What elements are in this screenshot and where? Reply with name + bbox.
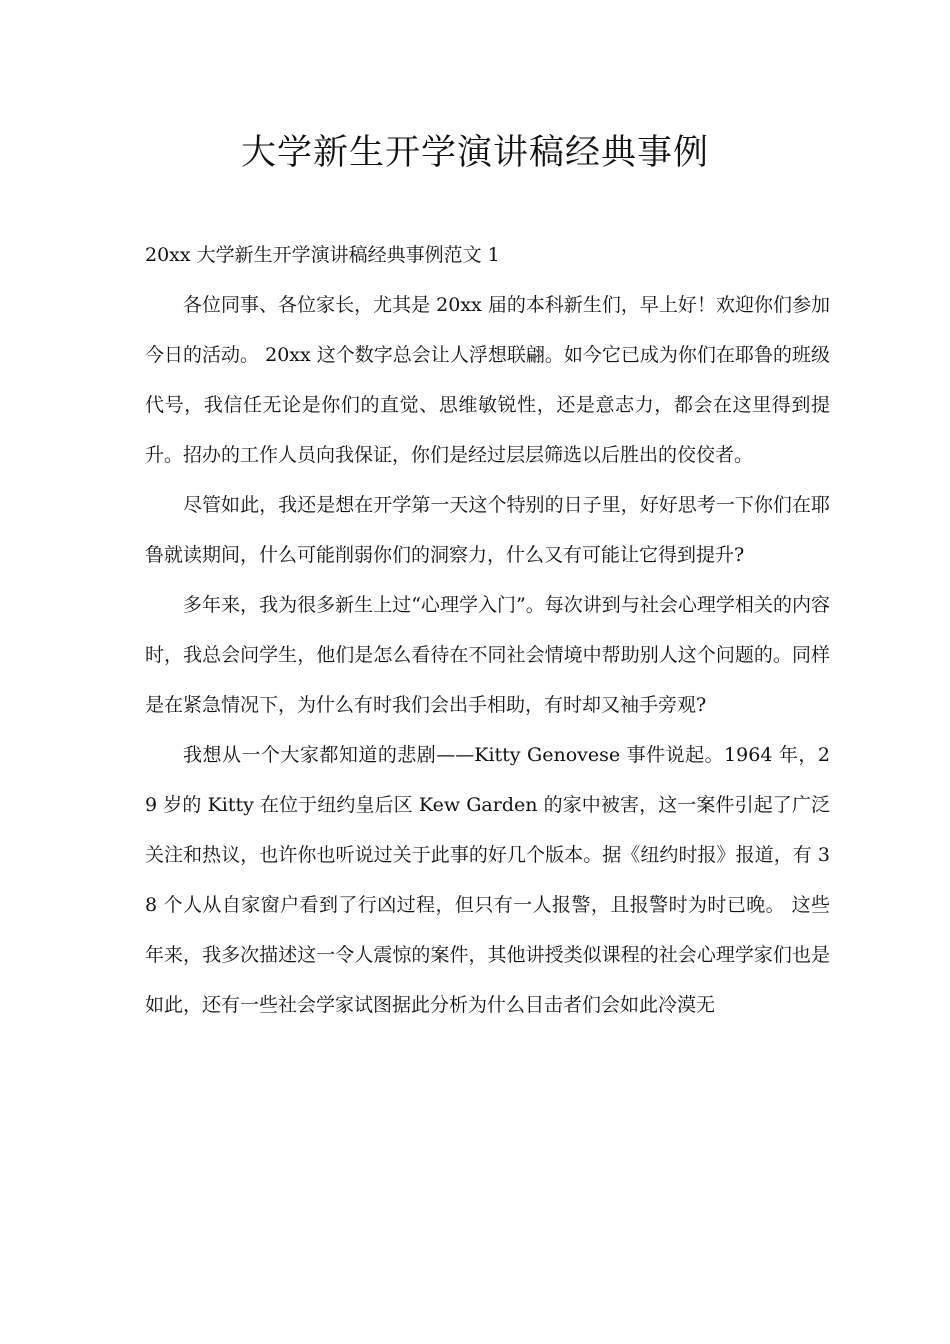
paragraph-2: 尽管如此，我还是想在开学第一天这个特别的日子里，好好思考一下你们在耶鲁就读期间，什么可能削弱你们的洞察力，什么又有可能让它得到提升?: [145, 494, 830, 566]
paragraph-4: 我想从一个大家都知道的悲剧——Kitty Genovese 事件说起。1964 年，29 岁的 Kitty 在位于纽约皇后区 Kew Garden 的家中被害，这一案件引起了广泛关注和热议，也许你也听说过关于此事的好几个版本。据《纽约时报》报道，有 38 个人从自家窗户看到了行凶过程，但只有一人报警，且报警时为时已晚。 这些年来，我多次描述这一令人震惊的案件，其他讲授类似课程的社会心理学家们也是如此，还有一些社会学家试图据此分析为什么目击者们会如此冷漠无: [145, 744, 830, 1016]
document-title: 大学新生开学演讲稿经典事例: [240, 133, 709, 173]
document-subtitle: 20xx 大学新生开学演讲稿经典事例范文 1: [145, 244, 500, 266]
paragraph-3: 多年来，我为很多新生上过“心理学入门”。每次讲到与社会心理学相关的内容时，我总会问学生，他们是怎么看待在不同社会情境中帮助别人这个问题的。同样是在紧急情况下，为什么有时我们会出手相助，有时却又袖手旁观?: [145, 594, 830, 716]
paragraph-1: 各位同事、各位家长，尤其是 20xx 届的本科新生们，早上好！欢迎你们参加今日的活动。 20xx 这个数字总会让人浮想联翩。如今它已成为你们在耶鲁的班级代号，我信任无论是你们的直觉、思维敏锐性，还是意志力，都会在这里得到提升。招办的工作人员向我保证，你们是经过层层筛选以后胜出的佼佼者。: [145, 294, 830, 466]
document-body: [145, 230, 830, 1030]
